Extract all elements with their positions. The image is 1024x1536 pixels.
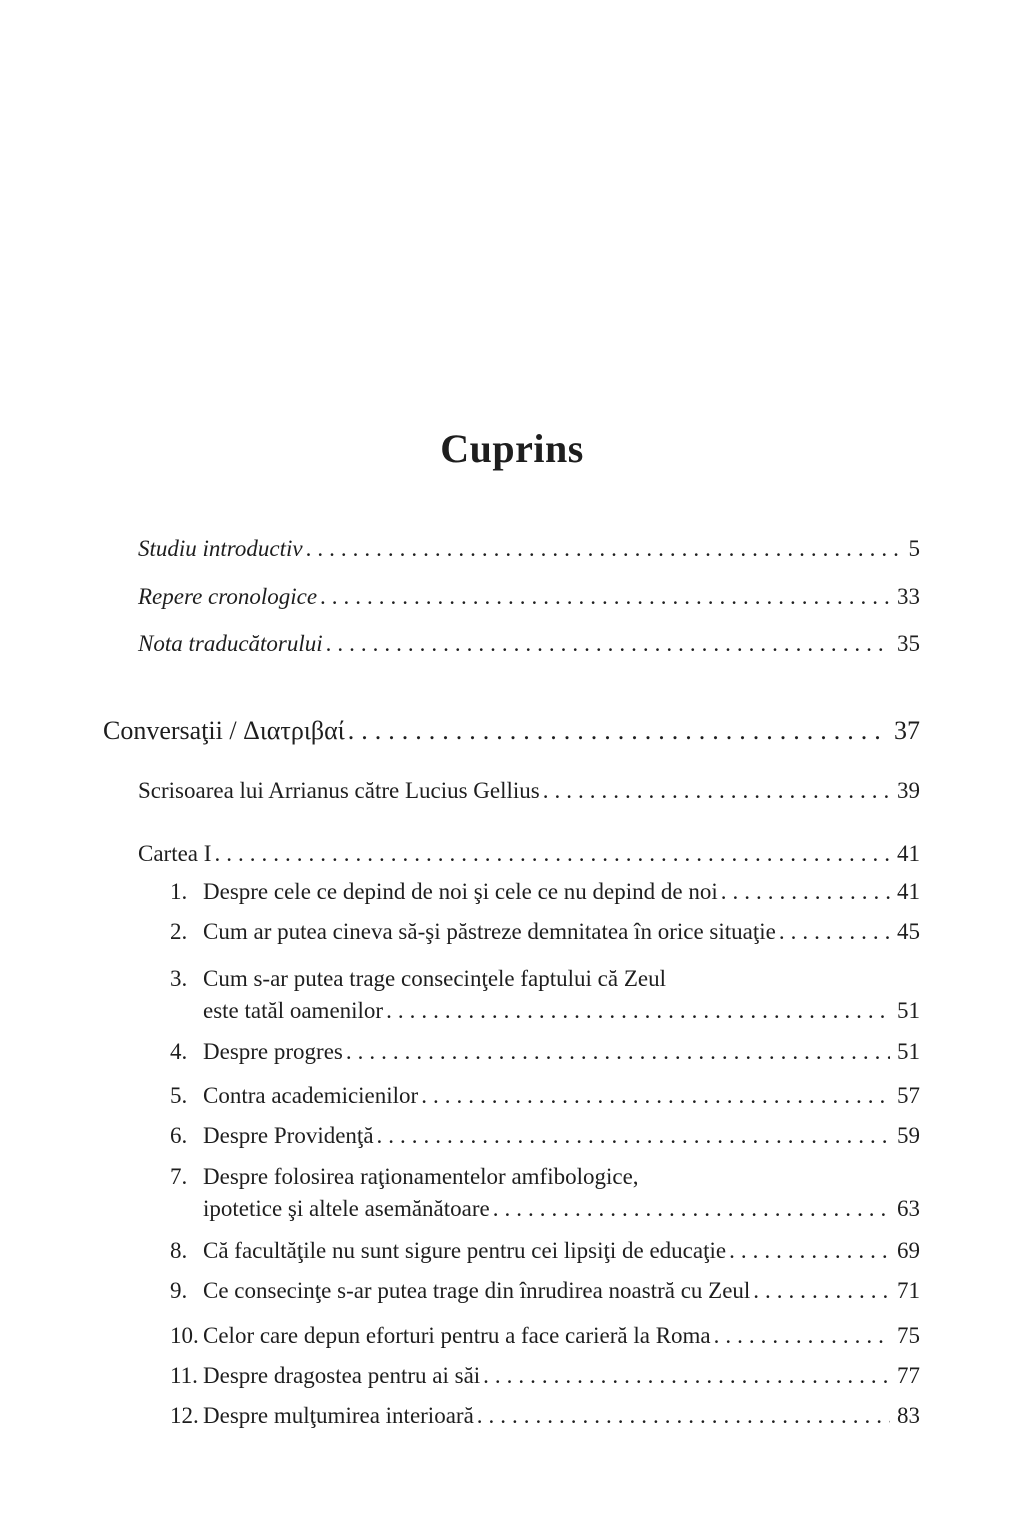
dot-leader (729, 1239, 890, 1262)
toc-entry-section (103, 718, 920, 744)
toc-entry-chapter (170, 1165, 920, 1188)
dot-leader (377, 1124, 890, 1147)
toc-entry-label: Conversaţii / Διατριβαί (103, 716, 345, 745)
dot-leader (214, 842, 890, 865)
toc-entry-label: este tatăl oamenilor (203, 998, 384, 1023)
page-number: 37 (894, 716, 920, 745)
toc-entry-label: Despre folosirea raţionamentelor amfibologice, (203, 1164, 639, 1189)
toc-entry-label: Celor care depun eforturi pentru a face carieră la Roma (203, 1323, 711, 1348)
toc-entry-front-matter (138, 585, 920, 608)
chapter-number: 5. (170, 1083, 188, 1108)
toc-entry-chapter-continuation (203, 1197, 920, 1220)
page-number: 69 (897, 1238, 920, 1263)
toc-entry-label: Cartea I (138, 841, 212, 866)
toc-entry-front-matter (138, 632, 920, 655)
toc-entry-chapter (170, 1124, 920, 1147)
dot-leader (477, 1404, 890, 1427)
toc-entry-label: Repere cronologice (138, 584, 318, 609)
toc-entry-chapter (170, 1084, 920, 1107)
toc-entry-chapter (170, 880, 920, 903)
page-number: 41 (897, 841, 920, 866)
page-number: 33 (897, 584, 920, 609)
chapter-number: 2. (170, 919, 188, 944)
toc-entry-label: ipotetice şi altele asemănătoare (203, 1196, 490, 1221)
chapter-number: 3. (170, 966, 188, 991)
page-number: 51 (897, 998, 920, 1023)
page-number: 51 (897, 1039, 920, 1064)
toc-entry-chapter (170, 1364, 920, 1387)
chapter-number: 6. (170, 1123, 188, 1148)
page-number: 35 (897, 631, 920, 656)
page-number: 83 (897, 1403, 920, 1428)
toc-entry-label: Ce consecinţe s-ar putea trage din înrudirea noastră cu Zeul (203, 1278, 751, 1303)
toc-entry-front-matter (138, 537, 920, 560)
toc-entry-label: Despre cele ce depind de noi şi cele ce nu depind de noi (203, 879, 718, 904)
toc-entry-label: Contra academicienilor (203, 1083, 419, 1108)
toc-entry-chapter (170, 1239, 920, 1262)
page-number: 5 (908, 536, 920, 561)
page-number: 71 (897, 1278, 920, 1303)
toc-entry-label: Studiu introductiv (138, 536, 303, 561)
dot-leader (386, 999, 890, 1022)
chapter-number: 4. (170, 1039, 188, 1064)
toc-entry-letter (138, 779, 920, 802)
page-title: Cuprins (440, 425, 584, 471)
chapter-number: 12. (170, 1403, 199, 1428)
dot-leader (543, 779, 890, 802)
chapter-number: 9. (170, 1278, 188, 1303)
chapter-number: 10. (170, 1323, 199, 1348)
toc-entry-chapter (170, 1279, 920, 1302)
toc-entry-label: Despre Providenţă (203, 1123, 374, 1148)
page-number: 63 (897, 1196, 920, 1221)
chapter-number: 8. (170, 1238, 188, 1263)
toc-entry-label: Despre dragostea pentru ai săi (203, 1363, 481, 1388)
page-number: 45 (897, 919, 920, 944)
dot-leader (721, 880, 890, 903)
chapter-number: 11. (170, 1363, 198, 1388)
dot-leader (306, 537, 902, 560)
dot-leader (714, 1324, 890, 1347)
toc-entry-chapter-continuation (203, 999, 920, 1022)
toc-entry-label: Cum ar putea cineva să-şi păstreze demnitatea în orice situaţie (203, 919, 776, 944)
dot-leader (348, 718, 887, 744)
page-number: 41 (897, 879, 920, 904)
dot-leader (753, 1279, 890, 1302)
toc-entry-label: Despre progres (203, 1039, 343, 1064)
chapter-number: 7. (170, 1164, 188, 1189)
page-number: 59 (897, 1123, 920, 1148)
toc-entry-book (138, 842, 920, 865)
toc-entry-label: Cum s-ar putea trage consecinţele faptului că Zeul (203, 966, 666, 991)
dot-leader (326, 632, 890, 655)
page-number: 77 (897, 1363, 920, 1388)
toc-entry-chapter (170, 967, 920, 990)
dot-leader (493, 1197, 890, 1220)
dot-leader (346, 1040, 890, 1063)
toc-entry-label: Nota traducătorului (138, 631, 323, 656)
page-number: 39 (897, 778, 920, 803)
dot-leader (483, 1364, 890, 1387)
chapter-number: 1. (170, 879, 188, 904)
page-number: 75 (897, 1323, 920, 1348)
toc-entry-label: Scrisoarea lui Arrianus către Lucius Gellius (138, 778, 540, 803)
toc-entry-label: Că facultăţile nu sunt sigure pentru cei lipsiţi de educaţie (203, 1238, 727, 1263)
toc-entry-label: Despre mulţumirea interioară (203, 1403, 474, 1428)
toc-entry-chapter (170, 1040, 920, 1063)
page-number: 57 (897, 1083, 920, 1108)
toc-entry-chapter (170, 1404, 920, 1427)
dot-leader (421, 1084, 890, 1107)
toc-entry-chapter (170, 920, 920, 943)
dot-leader (779, 920, 890, 943)
toc-entry-chapter (170, 1324, 920, 1347)
dot-leader (320, 585, 890, 608)
